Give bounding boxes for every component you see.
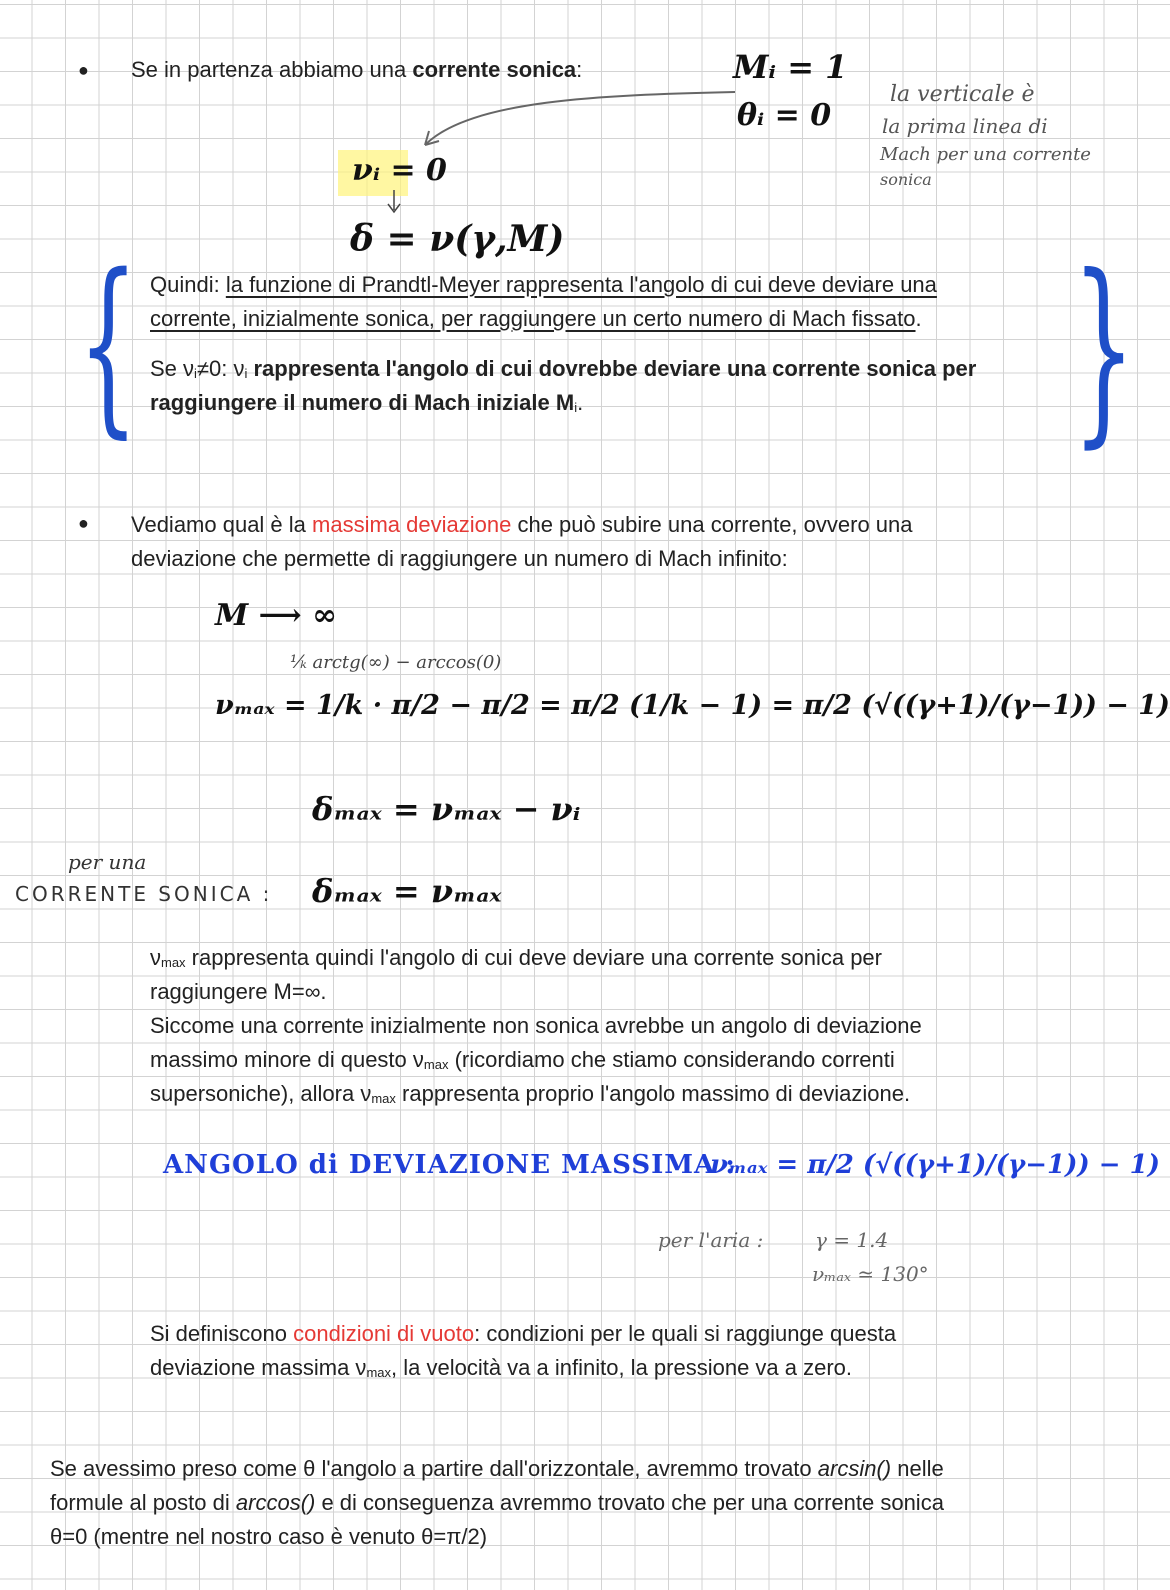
quindi-paragraph: Quindi: la funzione di Prandtl-Meyer rappresenta l'angolo di cui deve deviare una [150,272,937,297]
vmax-paragraph: massimo minore di questo $\nu_{max}$ (ricordiamo che stiamo considerando correnti [150,1047,895,1072]
dmax-equation: δₘₐₓ = νₘₐₓ − νᵢ [312,790,581,828]
m-infinity: M ⟶ ∞ [215,598,338,633]
final-paragraph: formule al posto di arccos() e di conseguenza avremmo trovato che per una corrente sonica [50,1490,944,1515]
vmax-paragraph: supersoniche), allora $\nu_{max}$ rappresenta proprio l'angolo massimo di deviazione. [150,1081,911,1106]
se-paragraph: raggiungere il numero di Mach iniziale $M_i$. [150,390,584,415]
vmax-paragraph: raggiungere M=∞. [150,979,327,1004]
handwritten-note-line: la verticale è [890,82,1035,107]
handwritten-note-line: la prima linea di [882,114,1048,138]
gamma-value: γ = 1.4 [815,1228,889,1252]
maxdev-paragraph: deviazione che permette di raggiungere un numero di Mach infinito: [131,546,788,571]
corrente-sonica-label: CORRENTE SONICA : [15,882,273,906]
angolo-title: ANGOLO di DEVIAZIONE MASSIMA : [163,1150,736,1180]
quindi-paragraph: corrente, inizialmente sonica, per raggiungere un certo numero di Mach fissato. [150,306,922,331]
vmax-paragraph: Siccome una corrente inizialmente non sonica avrebbe un angolo di deviazione [150,1013,922,1038]
dmax-sonic-equation: δₘₐₓ = νₘₐₓ [312,872,502,910]
thetai-equation: θᵢ = 0 [737,98,832,133]
vuoto-paragraph: Si definiscono condizioni di vuoto: condizioni per le quali si raggiunge questa [150,1321,897,1346]
mi-equation: Mᵢ = 1 [733,48,848,86]
bullet: ● [78,60,89,80]
numax-equation: νₘₐₓ = 1/k · π/2 − π/2 = π/2 (1/k − 1) = π/2 (√((γ+1)/(γ−1)) − 1) [215,690,1170,721]
per-una-note: per una [68,850,147,874]
maxdev-paragraph: Vediamo qual è la massima deviazione che può subire una corrente, ovvero una [131,512,913,537]
right-brace: } [1072,233,1136,466]
handwritten-note-line: Mach per una corrente [880,144,1091,165]
vuoto-paragraph: deviazione massima $\nu_{max}$, la velocità va a infinito, la pressione va a zero. [150,1355,853,1380]
final-paragraph: Se avessimo preso come θ l'angolo a partire dall'orizzontale, avremmo trovato arcsin() nelle [50,1456,944,1481]
vmax-paragraph: $\nu_{max}$ rappresenta quindi l'angolo di cui deve deviare una corrente sonica per [150,945,882,970]
se-paragraph: Se $\nu_i\ne 0$: $\nu_i$ rappresenta l'angolo di cui dovrebbe deviare una corrente sonica per [150,356,977,381]
handwritten-annotation: ¹⁄ₖ arctg(∞) − arccos(0) [290,652,502,673]
bullet: ● [78,513,89,533]
handwritten-note-line: sonica [880,170,932,189]
nu-i-equation: νᵢ = 0 [352,153,447,188]
delta-equation: δ = ν(γ,M) [350,218,565,260]
aria-note: per l'aria : [658,1228,764,1252]
final-paragraph: θ=0 (mentre nel nostro caso è venuto θ=π/2) [50,1524,488,1549]
sonic-intro: Se in partenza abbiamo una corrente sonica: [131,57,583,82]
left-brace: { [78,234,139,455]
angolo-equation: νₘₐₓ = π/2 (√((γ+1)/(γ−1)) − 1) [710,1150,1160,1180]
down-arrow-icon [388,190,408,216]
vmax-result: νₘₐₓ ≃ 130° [812,1262,929,1286]
